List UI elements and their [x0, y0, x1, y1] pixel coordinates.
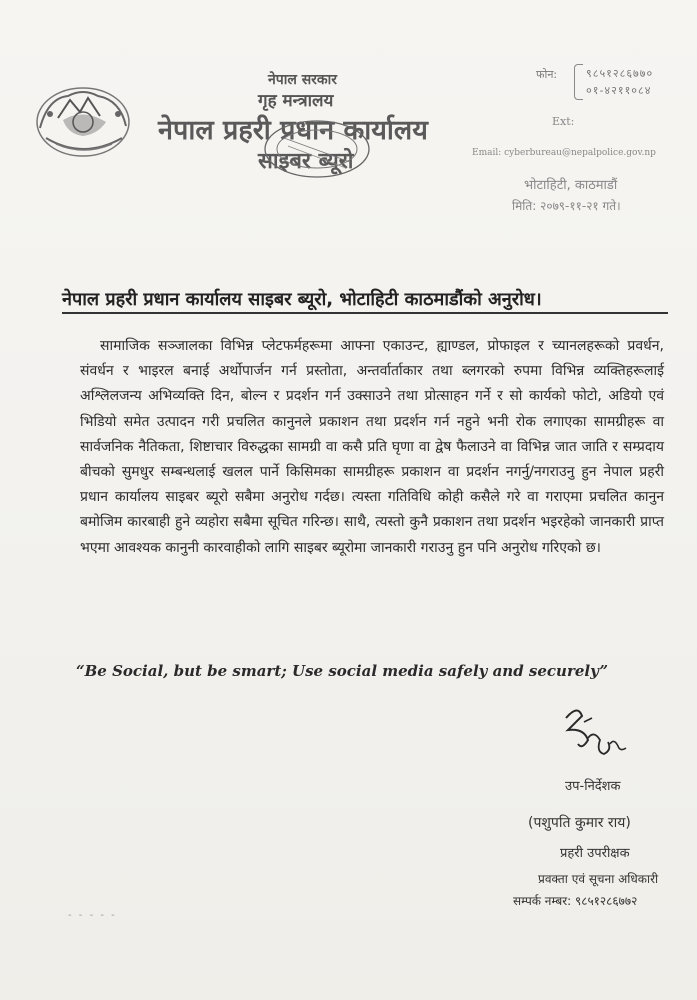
office-name: नेपाल प्रहरी प्रधान कार्यालय — [158, 115, 428, 146]
signatory-rank: प्रहरी उपरीक्षक — [560, 846, 630, 861]
signatory-designation: उप-निर्देशक — [565, 779, 621, 794]
phone-bracket — [574, 64, 583, 100]
phone-number-1: ९८५१२८६७७० — [586, 67, 654, 80]
nepal-emblem-icon — [28, 78, 138, 163]
letter-body: सामाजिक सञ्जालका विभिन्न प्लेटफर्महरूमा आफ्ना एकाउन्ट, ह्याण्डल, प्रोफाइल र च्यानलहरूको प्रवर्धन, संवर्धन र भाइरल बनाई अर्थोपार्जन गर्न प्रस्तोता, अन्तर्वार्ताकार तथा ब्लगरको रुपमा विभिन्न व्यक्तिहरूलाई अश्लिलजन्य अभिव्यक्ति दिन, बोल्न र प्रदर्शन गर्न उक्साउने तथा प्रोत्साहन गर्ने र सो कार्यको फोटो, अडियो एवं भिडियो समेत उत्पादन गरी प्रचलित कानुनले प्रकाशन तथा प्रदर्शन गर्न नहुने भनी रोक लगाएका सामग्रीहरू वा सार्वजनिक नैतिकता, शिष्टाचार विरुद्धका सामग्री वा कसै प्रति घृणा वा द्वेष फैलाउने वा विभिन्न जात जाति र सम्प्रदाय बीचको सुमधुर सम्बन्धलाई खलल पार्ने किसिमका सामग्रीहरू प्रकाशन वा प्रदर्शन नगर्नु/नगराउनु हुन नेपाल प्रहरी प्रधान कार्यालय साइबर ब्यूरो सबैमा अनुरोध गर्दछ। त्यस्ता गतिविधि कोही कसैले गरे वा गराएमा प्रचलित कानुन बमोजिम कारबाही हुने व्यहोरा सबैमा सूचित गरिन्छ। साथै, त्यस्तो कुनै प्रकाशन तथा प्रदर्शन भइरहेको जानकारी प्राप्त भएमा आवश्यक कानुनी कारवाहीको लागि साइबर ब्यूरोमा जानकारी गराउनु हुन पनि अनुरोध गरिएको छ। — [80, 338, 664, 556]
government-label: नेपाल सरकार — [268, 72, 338, 88]
office-stamp-icon — [262, 118, 372, 180]
email-address: Email: cyberbureau@nepalpolice.gov.np — [472, 148, 656, 158]
signatory-role: प्रवक्ता एवं सूचना अधिकारी — [538, 872, 659, 886]
phone-label: फोन: — [536, 68, 558, 81]
slogan: “Be Social, but be smart; Use social media safely and securely” — [76, 662, 608, 680]
phone-number-2: ०१-४२११०८४ — [586, 84, 652, 97]
signature-icon — [548, 700, 648, 770]
bureau-name: साइबर ब्यूरो — [258, 149, 354, 174]
office-location: भोटाहिटी, काठमाडौं — [524, 178, 618, 193]
footer-mark: - - - - - — [68, 910, 117, 921]
ministry-label: गृह मन्त्रालय — [258, 91, 334, 111]
signatory-name: (पशुपति कुमार राय) — [528, 815, 631, 831]
title-underline — [62, 312, 668, 314]
letter-title: नेपाल प्रहरी प्रधान कार्यालय साइबर ब्यूरो, भोटाहिटी काठमाडौंको अनुरोध। — [62, 289, 542, 310]
signatory-contact: सम्पर्क नम्बर: ९८५१२८६७७२ — [513, 894, 638, 908]
letter-date: मिति: २०७९-११-२१ गते। — [512, 199, 621, 213]
ext-label: Ext: — [552, 115, 575, 128]
